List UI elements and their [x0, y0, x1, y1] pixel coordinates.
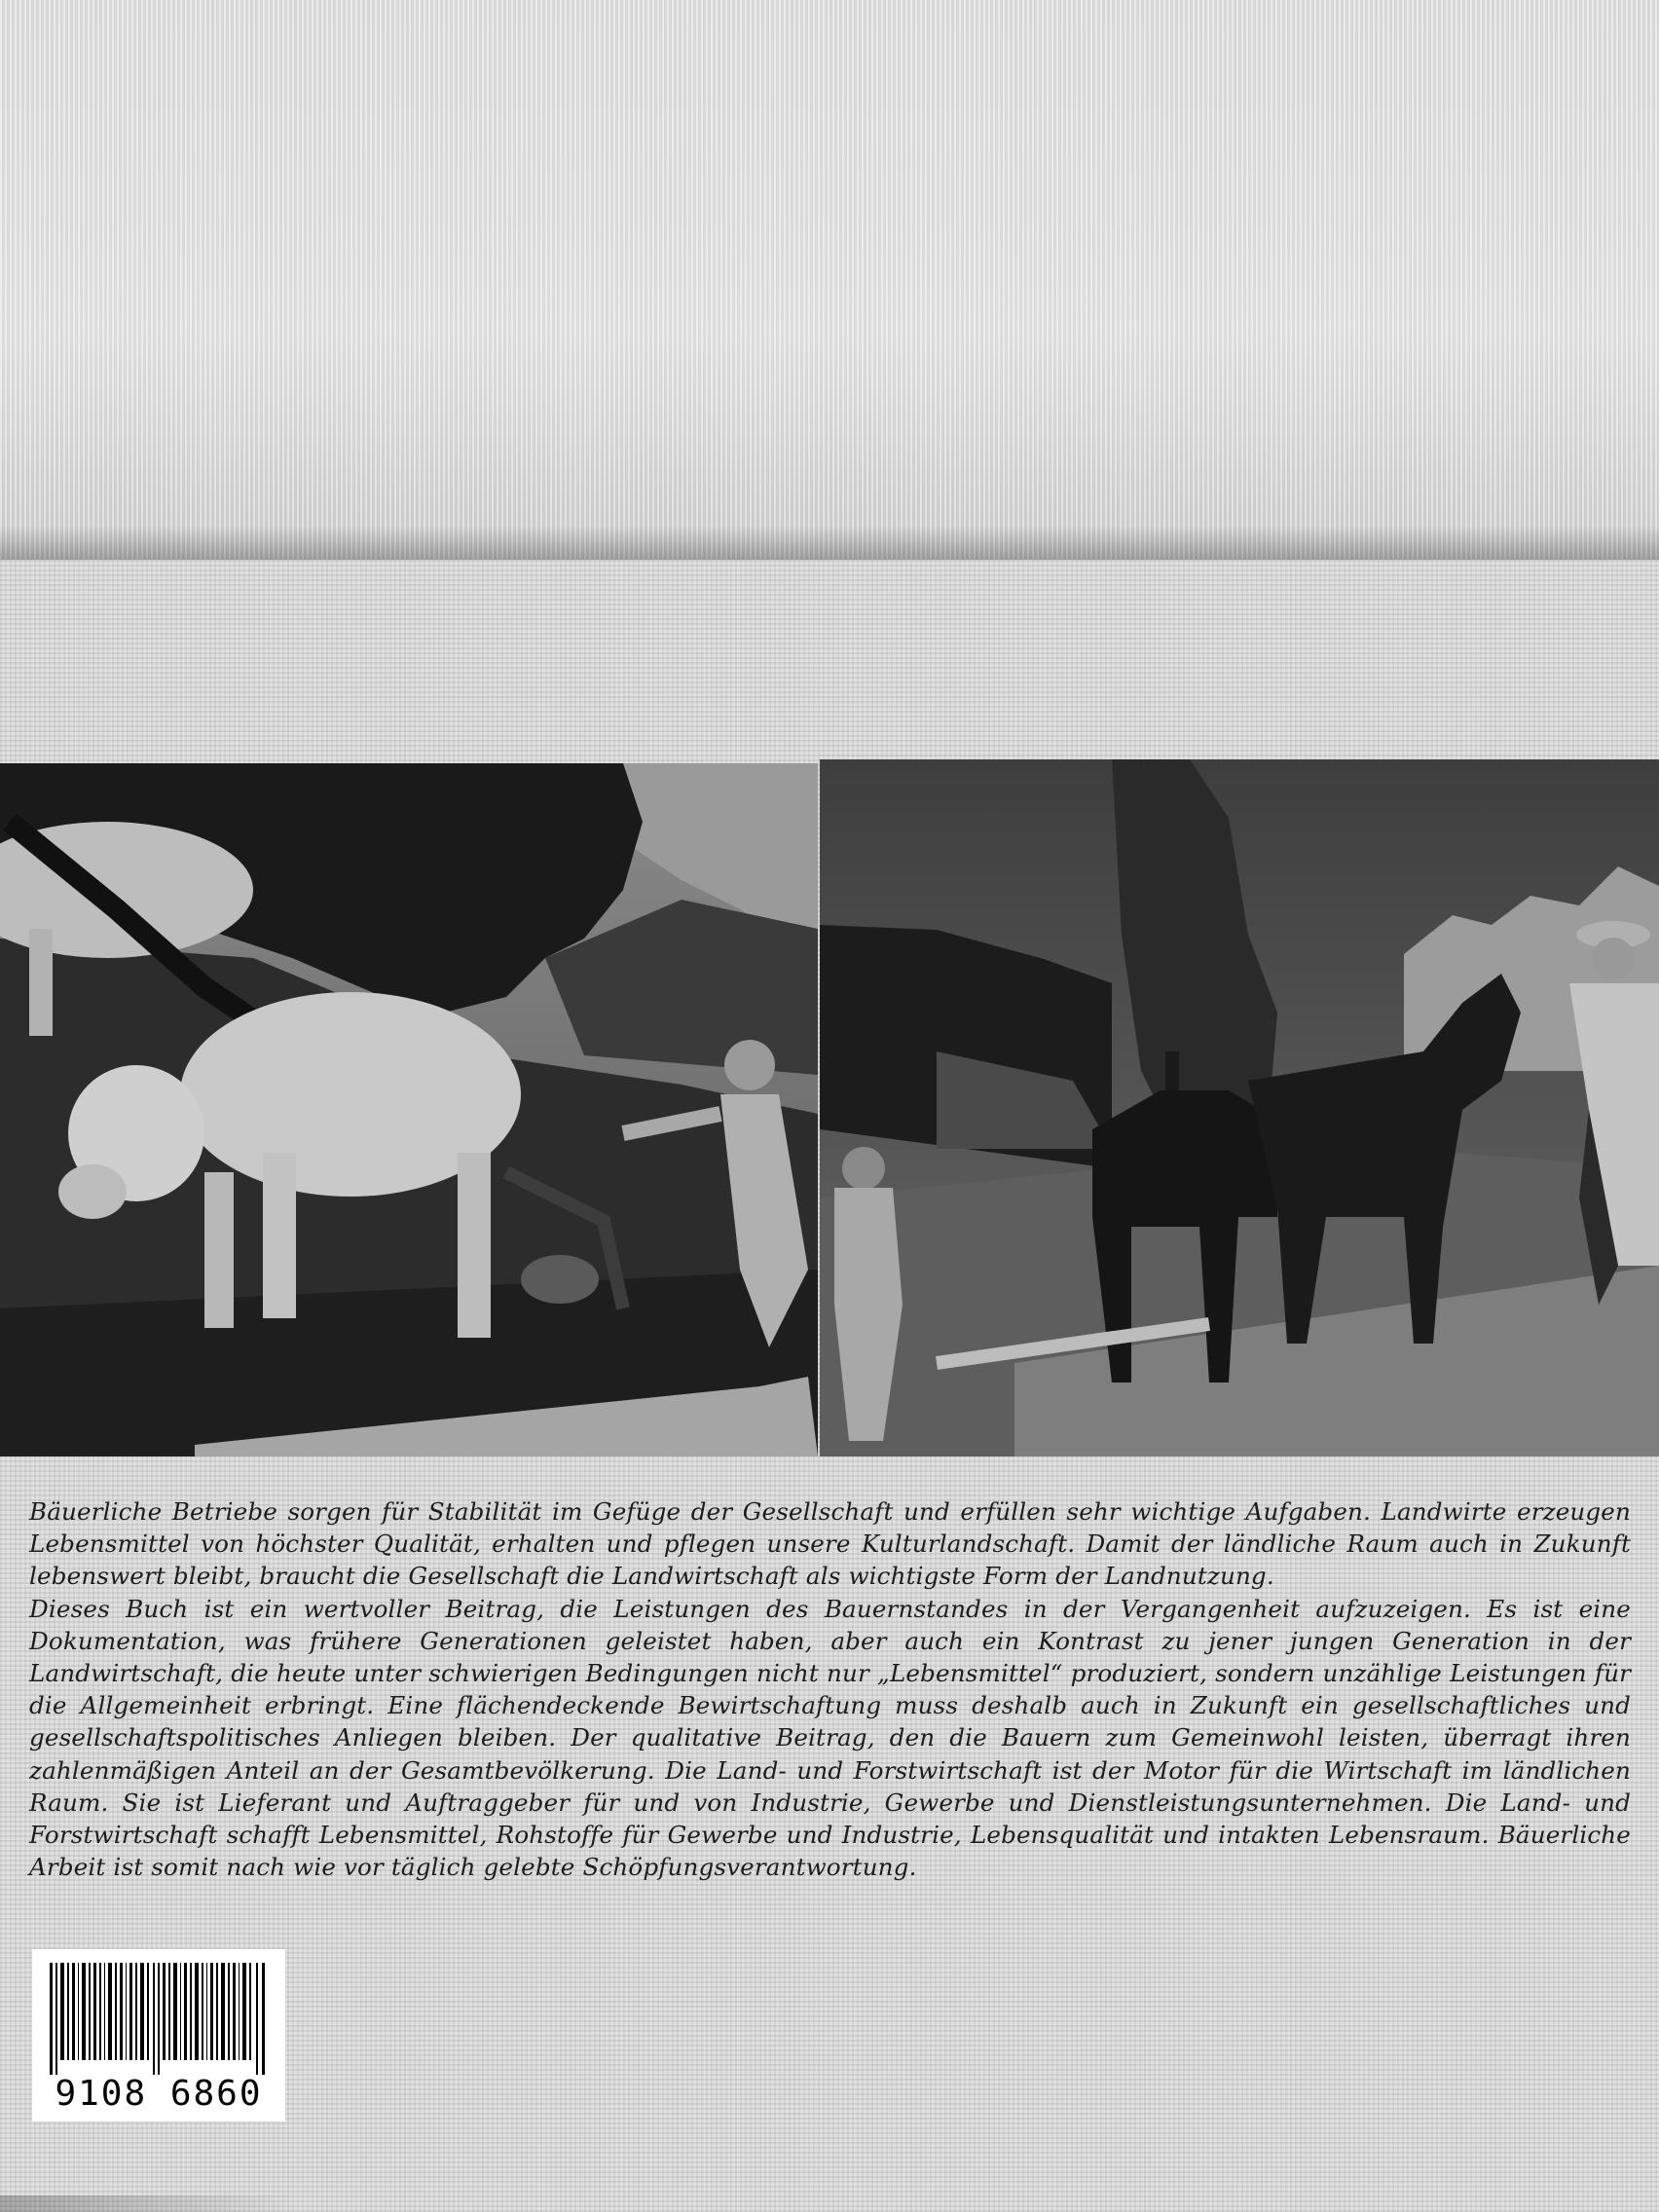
blurb-paragraph-1: Bäuerliche Betriebe sorgen für Stabilität im Gefüge der Gesellschaft und erfüllen sehr wichtige Aufgaben. Landwirte erzeugen Lebensmittel von höchster Qualität, erhalten und pflegen unsere Kulturlandschaft. Damit der ländliche Raum auch in Zukunft lebenswert bleibt, braucht die Gesellschaft die Landwirtschaft als wichtigste Form der Landnutzung. — [29, 1497, 1631, 1591]
blurb-paragraph-2: Dieses Buch ist ein wertvoller Beitrag, die Leistungen des Bauernstandes in der Vergangenheit aufzuzeigen. Es ist eine Dokumentation, was frühere Generationen geleistet haben, aber auch ein Kontrast zu jener jungen Generation in der Landwirtschaft, die heute unter schwierigen Bedingungen nicht nur „Lebensmittel“ produziert, sondern unzählige Leistungen für die Allgemeinheit erbringt. Eine flächendeckende Bewirtschaftung muss deshalb auch in Zukunft ein gesellschaftliches und gesellschaftspolitisches Anliegen bleiben. Der qualitative Beitrag, den die Bauern zum Gemeinwohl leisten, überragt ihren zahlenmäßigen Anteil an der Gesamtbevölkerung. Die Land- und Forstwirtschaft ist der Motor für die Wirtschaft im ländlichen Raum. Sie ist Lieferant und Auftraggeber für und von Industrie, Gewerbe und Dienstleistungsunternehmen. Die Land- und Forstwirtschaft schafft Lebensmittel, Rohstoffe für Gewerbe und Industrie, Lebensqualität und intakten Lebensraum. Bäuerliche Arbeit ist somit nach wie vor täglich gelebte Schöpfungsverantwortung. — [29, 1594, 1631, 1882]
back-cover-blurb — [29, 1495, 1631, 1883]
ox-plough-photo — [0, 763, 818, 1456]
barcode-number: 9108 6860 — [55, 2074, 263, 2114]
barcode-icon — [50, 1963, 268, 2075]
cover-fold-shadow — [0, 526, 1659, 560]
barcode-label — [32, 1949, 285, 2121]
book-cover-top-band — [0, 0, 1659, 560]
page-edge-shadow — [0, 2195, 292, 2212]
horse-plough-photo — [820, 759, 1659, 1456]
